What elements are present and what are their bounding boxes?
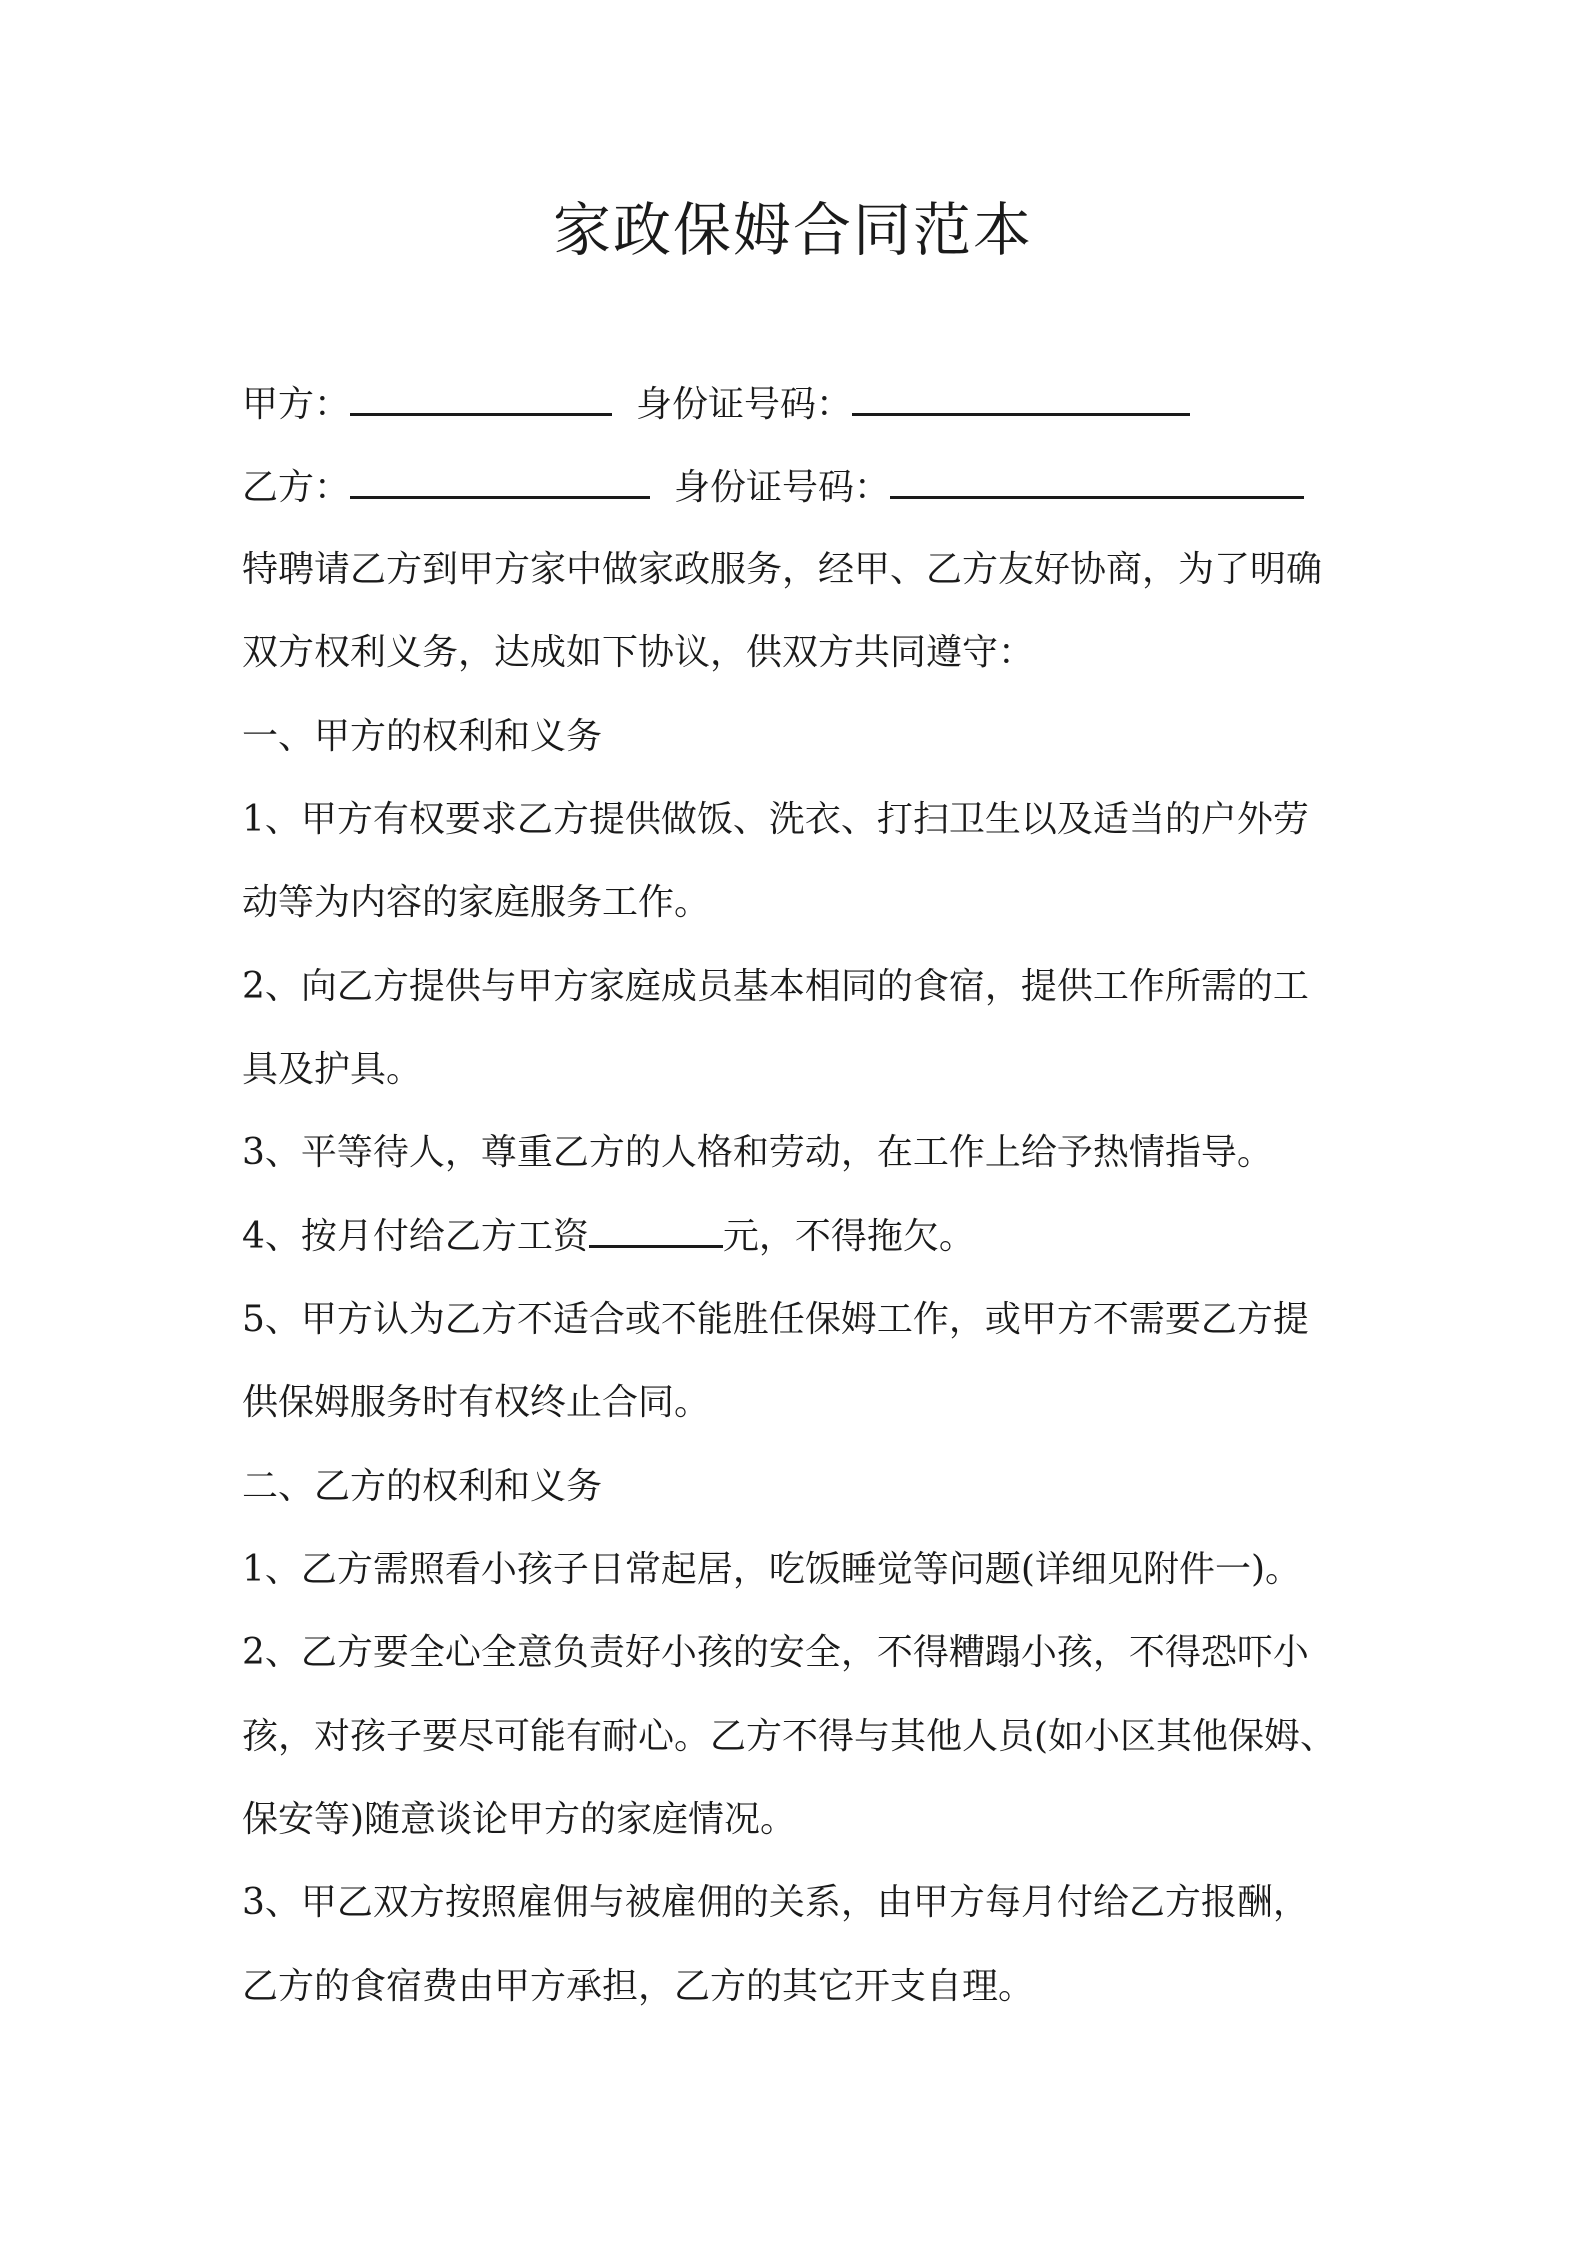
- party-a-label: 甲方：: [242, 384, 351, 425]
- party-a-name-blank[interactable]: [350, 383, 612, 416]
- party-b-id-blank[interactable]: [890, 466, 1304, 499]
- intro-line-1: 特聘请乙方到甲方家中做家政服务，经甲、乙方友好协商，为了明确: [242, 549, 1323, 590]
- section-1-item-4: [242, 1212, 1362, 1262]
- section-2-item-1: 1、乙方需照看小孩子日常起居，吃饭睡觉等问题(详细见附件一)。: [242, 1549, 1301, 1590]
- section-2-item-2-line-2: 孩，对孩子要尽可能有耐心。乙方不得与其他人员(如小区其他保姆、: [242, 1716, 1337, 1757]
- salary-text-after: 元，不得拖欠。: [722, 1216, 975, 1257]
- section-2-heading: 二、乙方的权利和义务: [242, 1466, 603, 1507]
- party-a-id-blank[interactable]: [852, 383, 1190, 416]
- party-a-id-label: 身份证号码：: [636, 384, 853, 425]
- section-1-item-5-line-2: 供保姆服务时有权终止合同。: [242, 1382, 711, 1423]
- section-1-item-1-line-2: 动等为内容的家庭服务工作。: [242, 882, 711, 923]
- section-1-item-3: 3、平等待人，尊重乙方的人格和劳动，在工作上给予热情指导。: [242, 1132, 1273, 1173]
- party-a-line: [242, 380, 1362, 430]
- party-b-label: 乙方：: [242, 467, 351, 508]
- salary-text-before: 4、按月付给乙方工资: [242, 1216, 589, 1257]
- salary-amount-blank[interactable]: [589, 1215, 723, 1248]
- party-b-name-blank[interactable]: [350, 466, 650, 499]
- section-2-item-3-line-2: 乙方的食宿费由甲方承担，乙方的其它开支自理。: [242, 1966, 1035, 2007]
- section-1-item-2-line-2: 具及护具。: [242, 1049, 423, 1090]
- party-b-id-label: 身份证号码：: [674, 467, 891, 508]
- section-1-item-2-line-1: 2、向乙方提供与甲方家庭成员基本相同的食宿，提供工作所需的工: [242, 966, 1309, 1007]
- section-1-item-1-line-1: 1、甲方有权要求乙方提供做饭、洗衣、打扫卫生以及适当的户外劳: [242, 799, 1309, 840]
- section-1-item-5-line-1: 5、甲方认为乙方不适合或不能胜任保姆工作，或甲方不需要乙方提: [242, 1299, 1309, 1340]
- section-2-item-2-line-1: 2、乙方要全心全意负责好小孩的安全，不得糟蹋小孩，不得恐吓小: [242, 1632, 1309, 1673]
- section-2-item-3-line-1: 3、甲乙双方按照雇佣与被雇佣的关系，由甲方每月付给乙方报酬，: [242, 1882, 1309, 1923]
- intro-line-2: 双方权利义务，达成如下协议，供双方共同遵守：: [242, 632, 1035, 673]
- party-b-line: [242, 463, 1362, 513]
- document-title: 家政保姆合同范本: [552, 196, 1033, 264]
- section-2-item-2-line-3: 保安等)随意谈论甲方的家庭情况。: [242, 1799, 797, 1840]
- section-1-heading: 一、甲方的权利和义务: [242, 716, 603, 757]
